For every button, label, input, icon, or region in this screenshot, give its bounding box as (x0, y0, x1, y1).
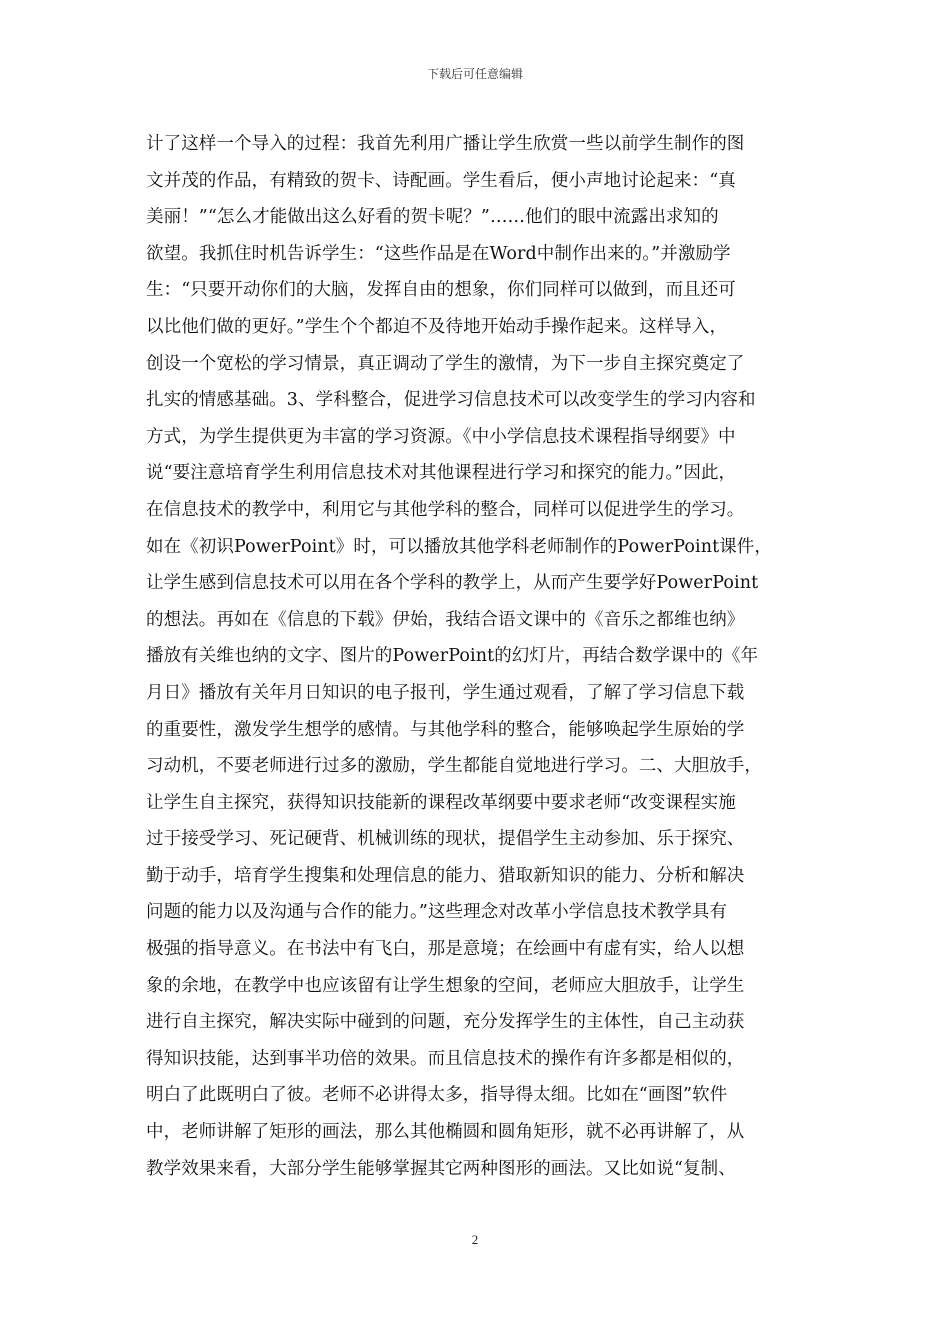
text-line: 进行自主探究，解决实际中碰到的问题，充分发挥学生的主体性，自己主动获 (146, 1012, 745, 1033)
text-line: 象的余地，在教学中也应该留有让学生想象的空间，老师应大胆放手，让学生 (146, 975, 745, 996)
text-line: 问题的能力以及沟通与合作的能力。”这些理念对改革小学信息技术教学具有 (146, 902, 728, 923)
text-line: 的想法。再如在《信息的下载》伊始，我结合语文课中的《音乐之都维也纳》 (146, 609, 745, 630)
text-line: 计了这样一个导入的过程：我首先利用广播让学生欣赏一些以前学生制作的图 (146, 134, 745, 154)
text-line: 让学生自主探究，获得知识技能新的课程改革纲要中要求老师“改变课程实施 (146, 792, 736, 813)
text-line: 过于接受学习、死记硬背、机械训练的现状，提倡学生主动参加、乐于探究、 (146, 829, 745, 850)
document-body (146, 126, 816, 1187)
text-line: 让学生感到信息技术可以用在各个学科的教学上，从而产生要学好PowerPoint (146, 573, 759, 594)
text-line: 美丽！”“怎么才能做出这么好看的贺卡呢？”……他们的眼中流露出求知的 (146, 207, 719, 228)
text-line: 中，老师讲解了矩形的画法，那么其他椭圆和圆角矩形，就不必再讲解了，从 (146, 1122, 745, 1143)
text-line: 得知识技能，达到事半功倍的效果。而且信息技术的操作有许多都是相似的， (146, 1048, 745, 1069)
text-line: 创设一个宽松的学习情景，真正调动了学生的激情，为下一步自主探究奠定了 (146, 353, 745, 374)
text-line: 教学效果来看，大部分学生能够掌握其它两种图形的画法。又比如说“复制、 (146, 1158, 736, 1179)
text-line: 明白了此既明白了彼。老师不必讲得太多，指导得太细。比如在“画图”软件 (146, 1085, 728, 1106)
text-line: 月日》播放有关年月日知识的电子报刊，学生通过观看，了解了学习信息下载 (146, 682, 745, 703)
text-line: 播放有关维也纳的文字、图片的PowerPoint的幻灯片，再结合数学课中的《年 (146, 646, 759, 667)
text-line: 在信息技术的教学中，利用它与其他学科的整合，同样可以促进学生的学习。 (146, 499, 745, 520)
text-line: 生：“只要开动你们的大脑，发挥自由的想象，你们同样可以做到，而且还可 (146, 280, 736, 301)
text-line: 勤于动手，培育学生搜集和处理信息的能力、猎取新知识的能力、分析和解决 (146, 865, 745, 886)
text-line: 习动机，不要老师进行过多的激励，学生都能自觉地进行学习。二、大胆放手， (146, 756, 762, 777)
text-line: 扎实的情感基础。3、学科整合，促进学习信息技术可以改变学生的学习内容和 (146, 390, 756, 411)
text-line: 如在《初识PowerPoint》时，可以播放其他学科老师制作的PowerPoint课件， (146, 536, 773, 557)
text-line: 文并茂的作品，有精致的贺卡、诗配画。学生看后，便小声地讨论起来：“真 (146, 170, 736, 191)
text-line: 极强的指导意义。在书法中有飞白，那是意境；在绘画中有虚有实，给人以想 (146, 939, 745, 960)
page-header: 下载后可任意编辑 (426, 67, 523, 81)
text-line: 欲望。我抓住时机告诉学生：“这些作品是在Word中制作出来的。”并激励学 (146, 243, 731, 264)
page-number: 2 (471, 1232, 479, 1247)
text-line: 的重要性，激发学生想学的感情。与其他学科的整合，能够唤起学生原始的学 (146, 719, 745, 740)
text-line: 说“要注意培育学生利用信息技术对其他课程进行学习和探究的能力。”因此， (146, 463, 737, 484)
text-line: 以比他们做的更好。”学生个个都迫不及待地开始动手操作起来。这样导入， (146, 316, 728, 337)
text-line: 方式，为学生提供更为丰富的学习资源。《中小学信息技术课程指导纲要》中 (146, 426, 736, 447)
